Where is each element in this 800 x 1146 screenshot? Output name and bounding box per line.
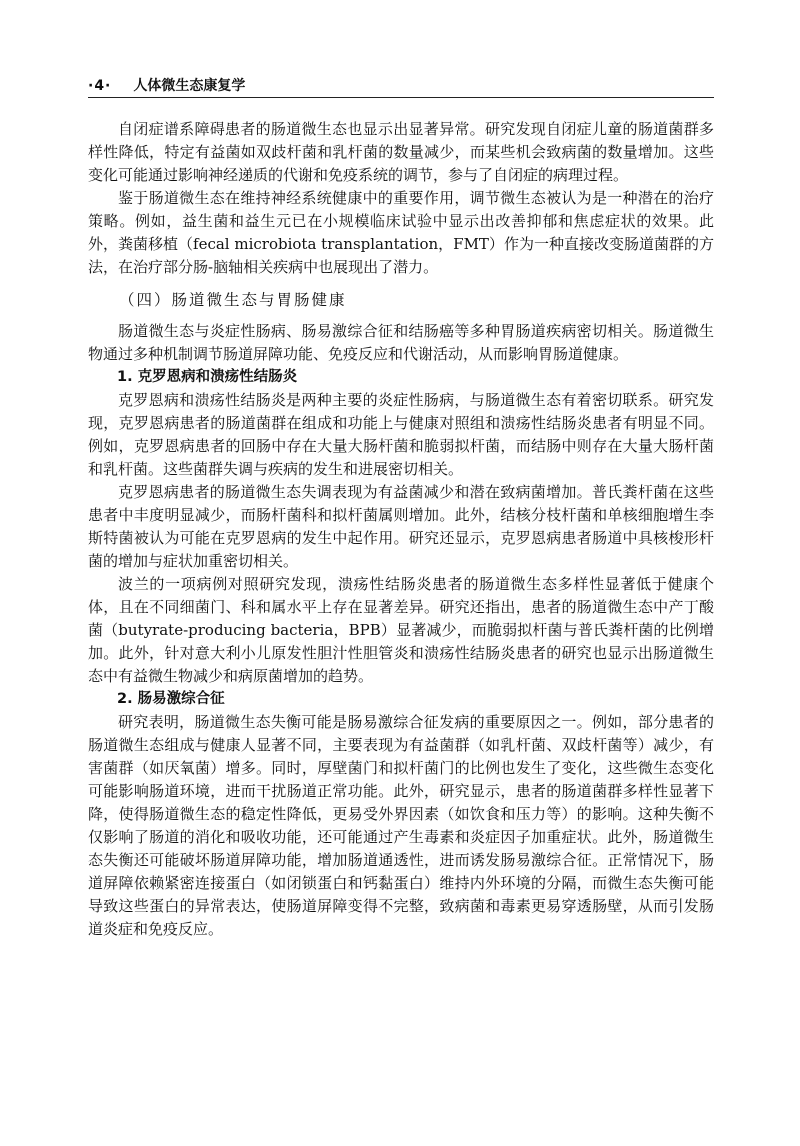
subsection-heading-ibs: 2. 肠易激综合征 [117, 691, 225, 707]
section-intro-paragraph: 肠道微生态与炎症性肠病、肠易激综合征和结肠癌等多种胃肠道疾病密切相关。肠道微生物通过多种机制调节肠道屏障功能、免疫反应和代谢活动，从而影响胃肠道健康。 [88, 322, 714, 363]
paragraph-ibd-2: 克罗恩病患者的肠道微生态失调表现为有益菌减少和潜在致病菌增加。普氏粪杆菌在这些患者中丰度明显减少，而肠杆菌科和拟杆菌属则增加。此外，结核分枝杆菌和单核细胞增生李斯特菌被认为可能在克罗恩病的发生中起作用。研究还显示，克罗恩病患者肠道中具核梭形杆菌的增加与症状加重密切相关。 [88, 483, 714, 570]
paragraph-ibd-3: 波兰的一项病例对照研究发现，溃疡性结肠炎患者的肠道微生态多样性显著低于健康个体，且在不同细菌门、科和属水平上存在显著差异。研究还指出，患者的肠道微生态中产丁酸菌（butyrate-producing bacteria，BPB）显著减少，而脆弱拟杆菌与普氏粪杆菌的比例增加。此外，针对意大利小儿原发性胆汁性胆管炎和溃疡性结肠炎患者的研究也显示出肠道微生态中有益微生物减少和病原菌增加的趋势。 [88, 575, 714, 685]
paragraph-ibd-1: 克罗恩病和溃疡性结肠炎是两种主要的炎症性肠病，与肠道微生态有着密切联系。研究发现，克罗恩病患者的肠道菌群在组成和功能上与健康对照组和溃疡性结肠炎患者有明显不同。例如，克罗恩病患者的回肠中存在大量大肠杆菌和脆弱拟杆菌，而结肠中则存在大量大肠杆菌和乳杆菌。这些菌群失调与疾病的发生和进展密切相关。 [88, 391, 714, 478]
book-title: 人体微生态康复学 [133, 78, 246, 94]
subsection-heading-ibd: 1. 克罗恩病和溃疡性结肠炎 [117, 369, 298, 385]
section-heading: （四）肠道微生态与胃肠健康 [119, 291, 347, 309]
paragraph-ibs-1: 研究表明，肠道微生态失衡可能是肠易激综合征发病的重要原因之一。例如，部分患者的肠道微生态组成与健康人显著不同，主要表现为有益菌群（如乳杆菌、双歧杆菌等）减少，有害菌群（如厌氧菌）增多。同时，厚壁菌门和拟杆菌门的比例也发生了变化，这些微生态变化可能影响肠道环境，进而干扰肠道正常功能。此外，研究显示，患者的肠道菌群多样性显著下降，使得肠道微生态的稳定性降低，更易受外界因素（如饮食和压力等）的影响。这种失衡不仅影响了肠道的消化和吸收功能，还可能通过产生毒素和炎症因子加重症状。此外，肠道微生态失衡还可能破坏肠道屏障功能，增加肠道通透性，进而诱发肠易激综合征。正常情况下，肠道屏障依赖紧密连接蛋白（如闭锁蛋白和钙黏蛋白）维持内外环境的分隔，而微生态失衡可能导致这些蛋白的异常表达，使肠道屏障变得不完整，致病菌和毒素更易穿透肠壁，从而引发肠道炎症和免疫反应。 [88, 713, 714, 938]
header-rule [88, 97, 714, 98]
running-header [88, 74, 714, 98]
page-body [88, 118, 714, 941]
paragraph-treatment-strategy: 鉴于肠道微生态在维持神经系统健康中的重要作用，调节微生态被认为是一种潜在的治疗策略。例如，益生菌和益生元已在小规模临床试验中显示出改善抑郁和焦虑症状的效果。此外，粪菌移植（fecal microbiota transplantation，FMT）作为一种直接改变肠道菌群的方法，在治疗部分肠-脑轴相关疾病中也展现出了潜力。 [88, 189, 714, 276]
page-number: ·4· [88, 78, 112, 94]
paragraph-autism: 自闭症谱系障碍患者的肠道微生态也显示出显著异常。研究发现自闭症儿童的肠道菌群多样性降低，特定有益菌如双歧杆菌和乳杆菌的数量减少，而某些机会致病菌的数量增加。这些变化可能通过影响神经递质的代谢和免疫系统的调节，参与了自闭症的病理过程。 [88, 120, 714, 184]
